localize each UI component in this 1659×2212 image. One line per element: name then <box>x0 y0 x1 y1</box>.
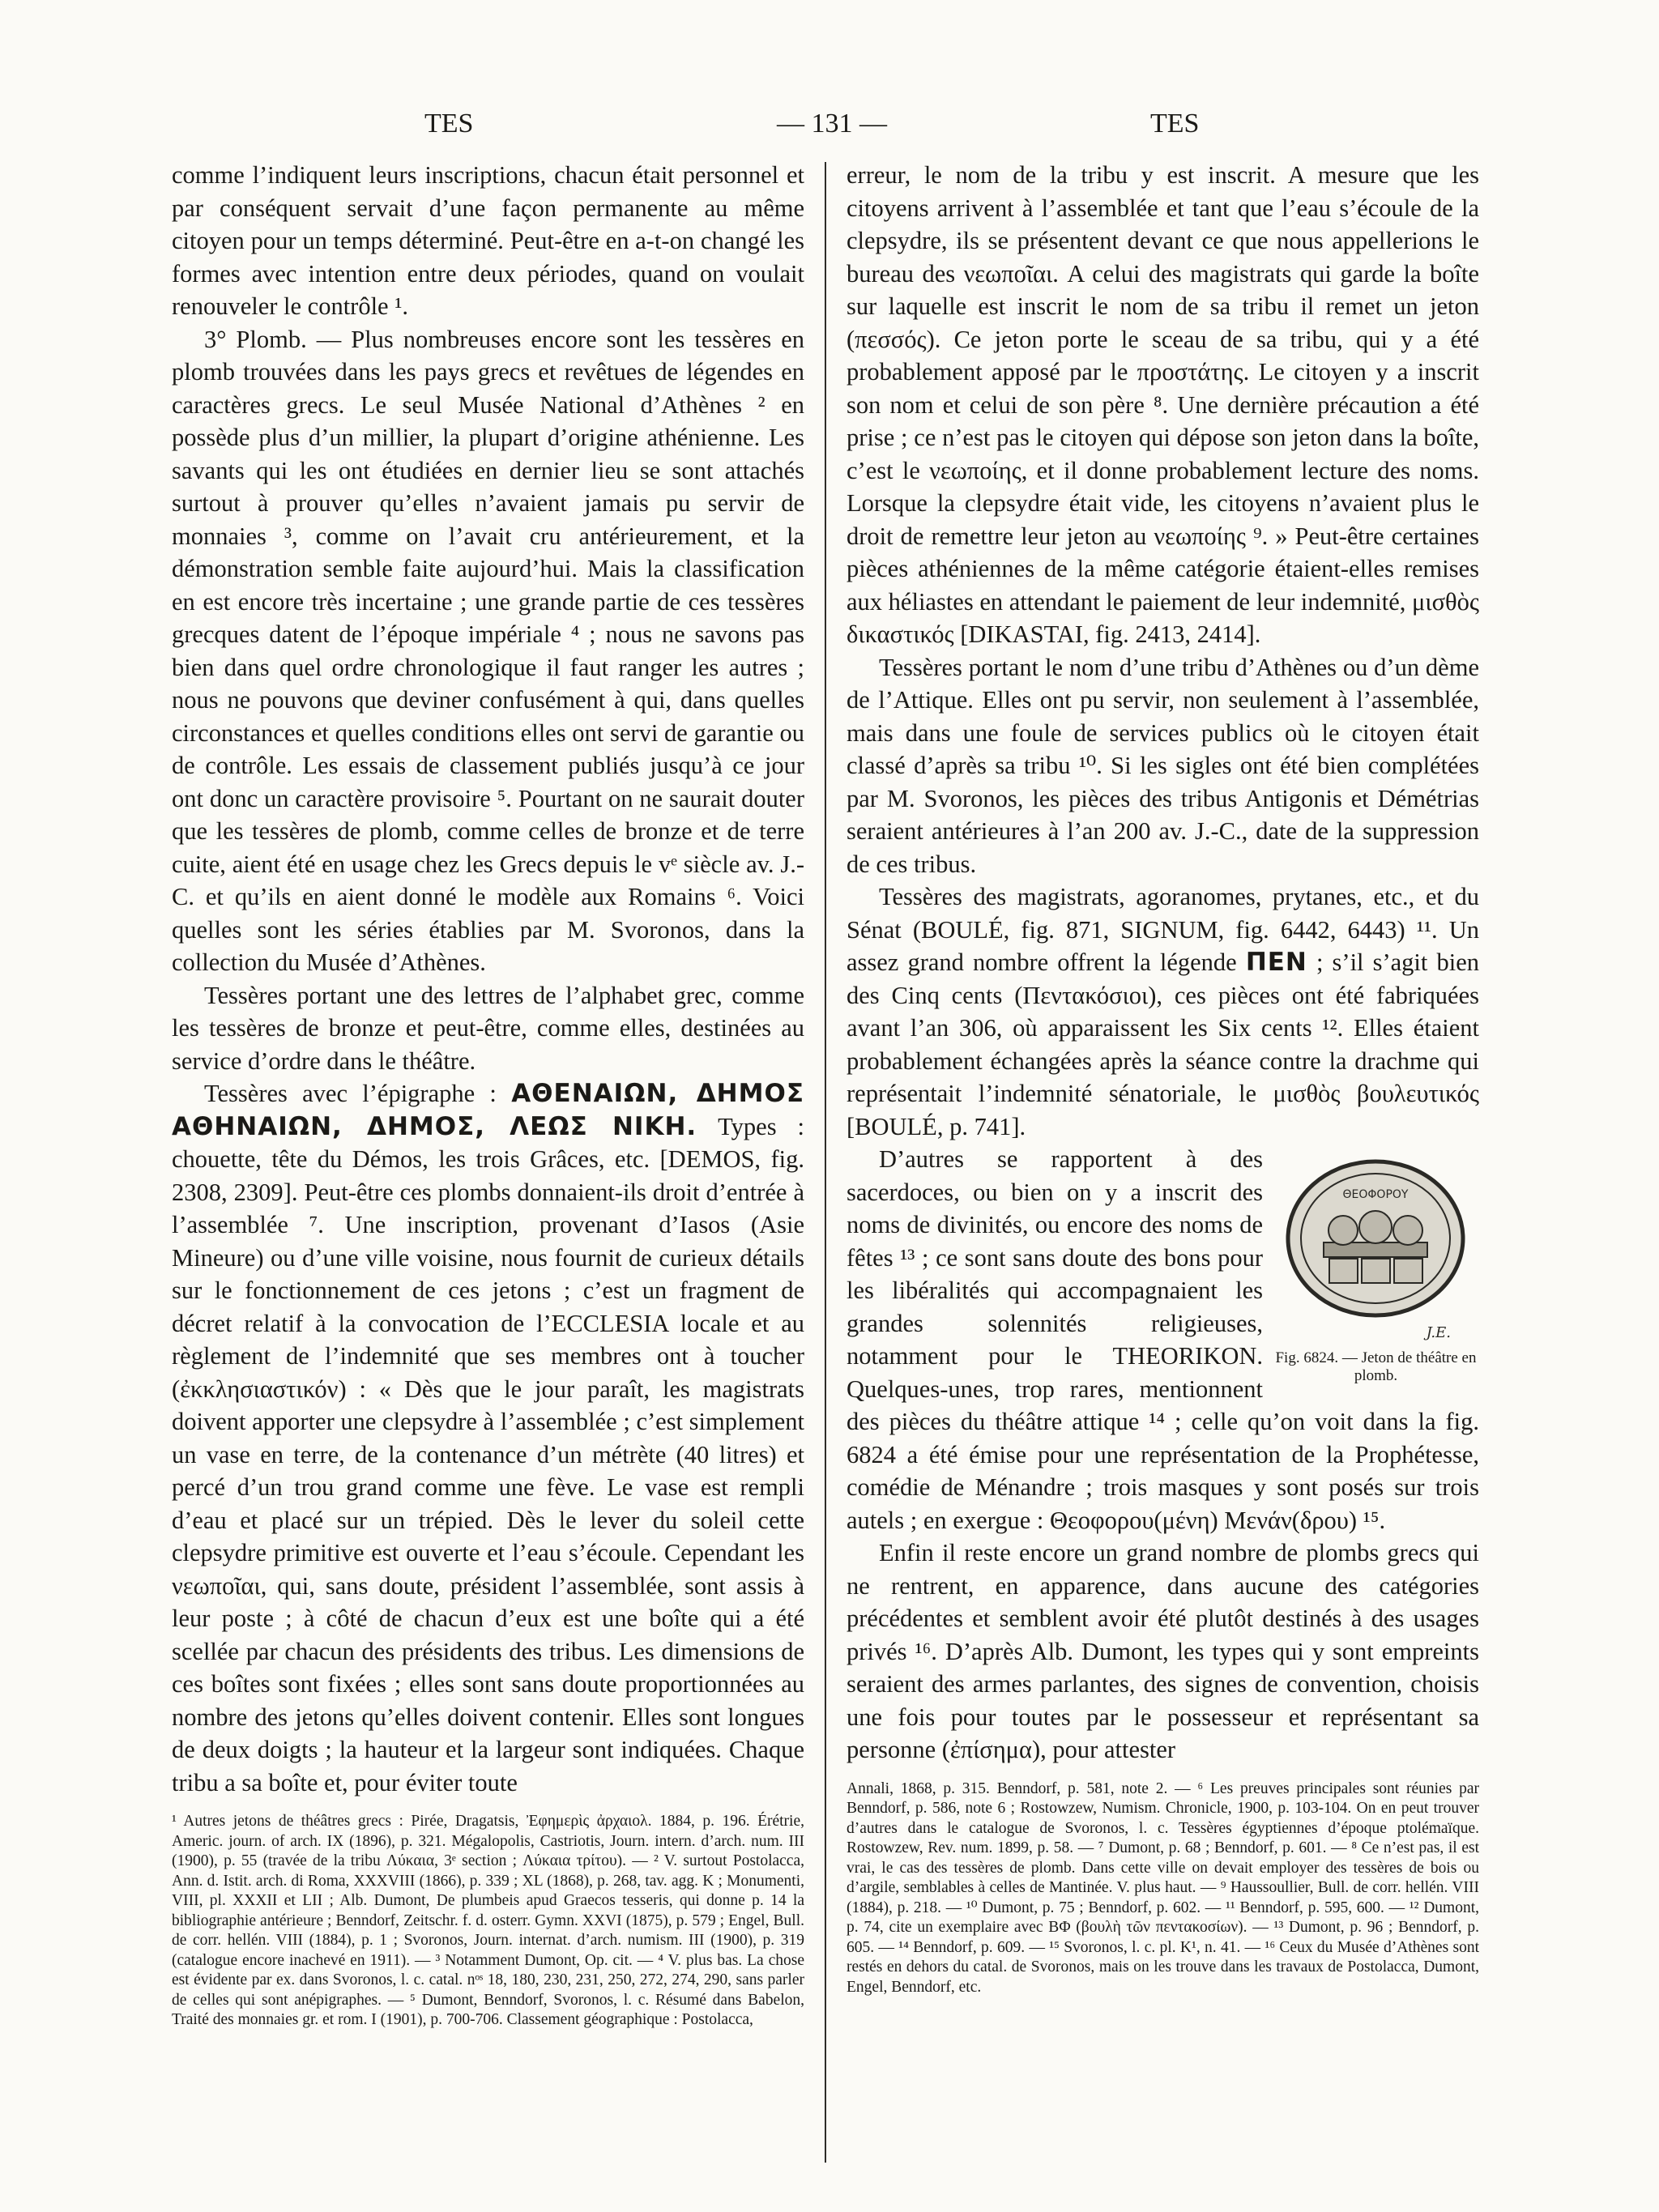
right-paragraph-3 <box>847 880 1479 1143</box>
left-paragraph-2: 3° Plomb. — Plus nombreuses encore sont les tessères en plomb trouvées dans les pays grecs et revêtues de légendes en caractères grecs. Le seul Musée National d’Athènes ² en possède plus d’un millier, la plupart d’origine athénienne. Les savants qui les ont étudiées en dernier lieu se sont attachés surtout à prouver qu’elles n’avaient jamais pu servir de monnaies ³, comme on l’avait cru antérieurement, et la démonstration semble faite aujourd’hui. Mais la classification en est encore très incertaine ; une grande partie de ces tessères grecques datent de l’époque impériale ⁴ ; nous ne savons pas bien dans quel ordre chronologique il faut ranger les autres ; nous ne pouvons que deviner confusément à qui, dans quelles circonstances et quelles conditions elles ont servi de garantie ou de contrôle. Les essais de classement publiés jusqu’à ce jour ont donc un caractère provisoire ⁵. Pourtant on ne saurait douter que les tessères de plomb, comme celles de bronze et de terre cuite, aient été en usage chez les Grecs depuis le vᵉ siècle av. J.-C. et qu’ils en aient donné le modèle aux Romains ⁶. Voici quelles sont les séries établies par M. Svoronos, dans la collection du Musée d’Athènes. <box>172 325 804 976</box>
left-paragraph-4-greek: ΑΘΕΝΑΙΩΝ, ΔΗΜΟΣ ΑΘΗΝΑΙΩΝ, ΔΗΜΟΣ, ΛΕΩΣ ΝΙΚΗ. <box>172 1079 805 1141</box>
right-column <box>847 159 1479 1997</box>
left-paragraph-4-start: Tessères avec l’épigraphe : <box>204 1080 512 1107</box>
page-number: — 131 — <box>777 109 887 139</box>
header-left-title: TES <box>424 109 474 139</box>
right-paragraph-4: D’autres se rapportent à des sacerdoces, ou bien on y a inscrit des noms de divinités, ou encore des noms de fêtes ¹³ ; ce sont sans doute des bons pour les libéralités qui accompagnaient les grandes solennités religieuses, notamment pour le THEORIKON. Quelques-unes, trop rares, mentionnent des pièces du théâtre attique ¹⁴ ; celle qu’on voit dans la fig. 6824 a été émise pour une représentation de la Prophétesse, comédie de Ménandre ; trois masques y sont posés sur trois autels ; en exergue : Θεοφορου(μένη) Μενάν(δρου) ¹⁵. <box>847 1145 1479 1534</box>
right-footnotes <box>847 1779 1479 1998</box>
page <box>172 102 1479 2159</box>
right-paragraph-3-rest: ; s’il s’agit bien des Cinq cents (Πεντακόσιοι), ces pièces ont été fabriquées avant l’an 306, où apparaissent les Six cents ¹². Elles étaient probablement échangées après la séance contre la drachme qui représentait l’indemnité sénatoriale, le μισθὸς βουλευτικός [BOULÉ, p. 741]. <box>847 948 1479 1140</box>
left-paragraph-4 <box>172 1077 804 1799</box>
running-header <box>172 102 1479 147</box>
left-footnote-block: ¹ Autres jetons de théâtres grecs : Pirée, Dragatsis, Ἐφημερὶς ἀρχαιολ. 1884, p. 196. Érétrie, Americ. journ. of arch. IX (1896), p. 321. Mégalopolis, Castriotis, Journ. intern. d’arch. num. III (1900), p. 55 (travée de la tribu Λύκαια, 3ᵉ section ; Λύκαια τρίτου). — ² V. surtout Postolacca, Ann. d. Istit. arch. di Roma, XXXVIII (1866), p. 339 ; XL (1868), p. 268, tav. agg. K ; Monumenti, VIII, pl. XXXII et LII ; Alb. Dumont, De plumbeis apud Graecos tesseris, qui donne p. 14 la bibliographie antérieure ; Benndorf, Zeitschr. f. d. osterr. Gymn. XXVI (1875), p. 579 ; Engel, Bull. de corr. hellén. VIII (1884), p. 1 ; Svoronos, Journ. internat. d’arch. numism. III (1900), p. 319 (catalogue encore inachevé en 1911). — ³ Notamment Dumont, Op. cit. — ⁴ V. plus bas. La chose est évidente par ex. dans Svoronos, l. c. catal. nᵒˢ 18, 180, 230, 231, 250, 272, 274, 290, sans parler de celles qui sont anépigraphes. — ⁵ Dumont, Benndorf, Svoronos, l. c. Résumé dans Babelon, Traité des monnaies gr. et rom. I (1901), p. 700-706. Classement géographique : Postolacca, <box>172 1813 804 2028</box>
left-footnotes <box>172 1812 804 2031</box>
token-legend: ΘΕΟΦΟΡΟΥ <box>1342 1188 1409 1201</box>
engraver-signature: J.E. <box>1426 1324 1451 1341</box>
right-footnote-block: Annali, 1868, p. 315. Benndorf, p. 581, note 2. — ⁶ Les preuves principales sont réunies par Benndorf, p. 586, note 6 ; Rostowzew, Numism. Chronicle, 1900, p. 103-104. On en peut trouver d’autres dans le catalogue de Svoronos, l. c. Tessères égyptiennes d’époque ptolémaïque. Rostowzew, Rev. num. 1899, p. 58. — ⁷ Dumont, p. 68 ; Benndorf, p. 601. — ⁸ Ce n’est pas, il est vrai, le cas des tessères de plomb. Dans cette ville on devait employer des tessères de bois ou d’argile, semblables à celles de Mantinée. V. plus haut. — ⁹ Haussoullier, Bull. de corr. hellén. VIII (1884), p. 218. — ¹⁰ Dumont, p. 75 ; Benndorf, p. 602. — ¹¹ Benndorf, p. 595, 600. — ¹² Dumont, p. 74, cite un exemplaire avec ΒΦ (βουλὴ τῶν πεντακοσίων). — ¹³ Dumont, p. 96 ; Benndorf, p. 605. — ¹⁴ Benndorf, p. 609. — ¹⁵ Svoronos, l. c. pl. K¹, n. 41. — ¹⁶ Ceux du Musée d’Athènes sont restés en dehors du catal. de Svoronos, mais on les trouve dans les travaux de Postolacca, Dumont, Engel, Benndorf, etc. <box>847 1779 1479 1996</box>
figure-caption: Fig. 6824. — Jeton de théâtre en plomb. <box>1275 1349 1477 1384</box>
right-paragraph-2: Tessères portant le nom d’une tribu d’Athènes ou d’un dème de l’Attique. Elles ont pu servir, non seulement à l’assemblée, mais dans une foule de services publics où le citoyen était classé d’après sa tribu ¹⁰. Si les sigles ont été bien complétées par M. Svoronos, les pièces des tribus Antigonis et Démétrias seraient antérieures à l’an 200 av. J.-C., date de la suppression de ces tribus. <box>847 653 1479 878</box>
lead-token-image <box>1277 1149 1475 1348</box>
left-paragraph-1: comme l’indiquent leurs inscriptions, chacun était personnel et par conséquent servait d’une façon permanente au même citoyen pour un temps déterminé. Peut-être en a-t-on changé les formes avec intention entre deux périodes, quand on voulait renouveler le contrôle ¹. <box>172 161 804 320</box>
right-paragraph-3-start: Tessères des magistrats, agoranomes, prytanes, etc., et du Sénat (BOULÉ, fig. 871, SIGNUM, fig. 6442, 6443) ¹¹. Un assez grand nombre offrent la légende <box>847 883 1479 976</box>
right-paragraph-5: Enfin il reste encore un grand nombre de plombs grecs qui ne rentrent, en apparence, dans aucune des catégories précédentes et semblent avoir été plutôt destinés à des usages privés ¹⁶. D’après Alb. Dumont, les types qui y sont empreints seraient des armes parlantes, des signes de convention, choisis une fois pour toutes par le possesseur et représentant sa personne (ἐπίσημα), pour attester <box>847 1539 1479 1763</box>
column-divider <box>825 162 826 2163</box>
left-column <box>172 159 804 2031</box>
left-paragraph-3: Tessères portant une des lettres de l’alphabet grec, comme les tessères de bronze et peut-être, comme elles, destinées au service d’ordre dans le théâtre. <box>172 981 804 1075</box>
header-right-title: TES <box>1150 109 1200 139</box>
left-paragraph-4-rest: Types : chouette, tête du Démos, les trois Grâces, etc. [DEMOS, fig. 2308, 2309]. Peut-être ces plombs donnaient-ils droit d’entrée à l’assemblée ⁷. Une inscription, provenant d’Iasos (Asie Mineure) ou d’une ville voisine, nous fournit de curieux détails sur le fonctionnement de ces jetons ; c’est un fragment de décret relatif à la convocation de l’ECCLESIA locale et au règlement de l’indemnité que ses membres ont à toucher (ἐκκλησιαστικόν) : « Dès que le jour paraît, les magistrats doivent apporter une clepsydre à l’assemblée ; c’est simplement un vase en terre, de la contenance d’un métrète (40 litres) et percé d’un trou grand comme une fève. Le vase est rempli d’eau et placé sur un trépied. Dès le lever du soleil cette clepsydre primitive est ouverte et l’eau s’écoule. Cependant les νεωποῖαι, qui, sans doute, président l’assemblée, sont assis à leur poste ; à côté de chacun d’eux est une boîte qui a été scellée par chacun des présidents des tribus. Les dimensions de ces boîtes sont fixées ; elles sont sans doute proportionnées au nombre des jetons qu’elles doivent contenir. Elles sont longues de deux doigts ; la hauteur et la largeur sont indiquées. Chaque tribu a sa boîte et, pour éviter toute <box>172 1112 804 1796</box>
right-paragraph-3-greek: ΠΕΝ <box>1245 948 1307 977</box>
figure-6824 <box>1273 1149 1479 1385</box>
right-paragraph-1: erreur, le nom de la tribu y est inscrit. A mesure que les citoyens arrivent à l’assemblée et tant que l’eau s’écoule de la clepsydre, ils se présentent devant ce que nous appellerions le bureau des νεωποῖαι. A celui des magistrats qui garde la boîte sur laquelle est inscrit le nom de sa tribu il remet un jeton (πεσσός). Ce jeton porte le sceau de sa tribu, qui y a été probablement apposé par le προστάτης. Le citoyen y a inscrit son nom et celui de son père ⁸. Une dernière précaution a été prise ; ce n’est pas le citoyen qui dépose son jeton dans la boîte, c’est le νεωποίης, et il donne probablement lecture des noms. Lorsque la clepsydre était vide, les citoyens n’avaient plus le droit de remettre leur jeton au νεωποίης ⁹. » Peut-être certaines pièces athéniennes de la même catégorie étaient-elles remises aux héliastes en attendant le paiement de leur indemnité, μισθὸς δικαστικός [DIKASTAI, fig. 2413, 2414]. <box>847 161 1479 648</box>
